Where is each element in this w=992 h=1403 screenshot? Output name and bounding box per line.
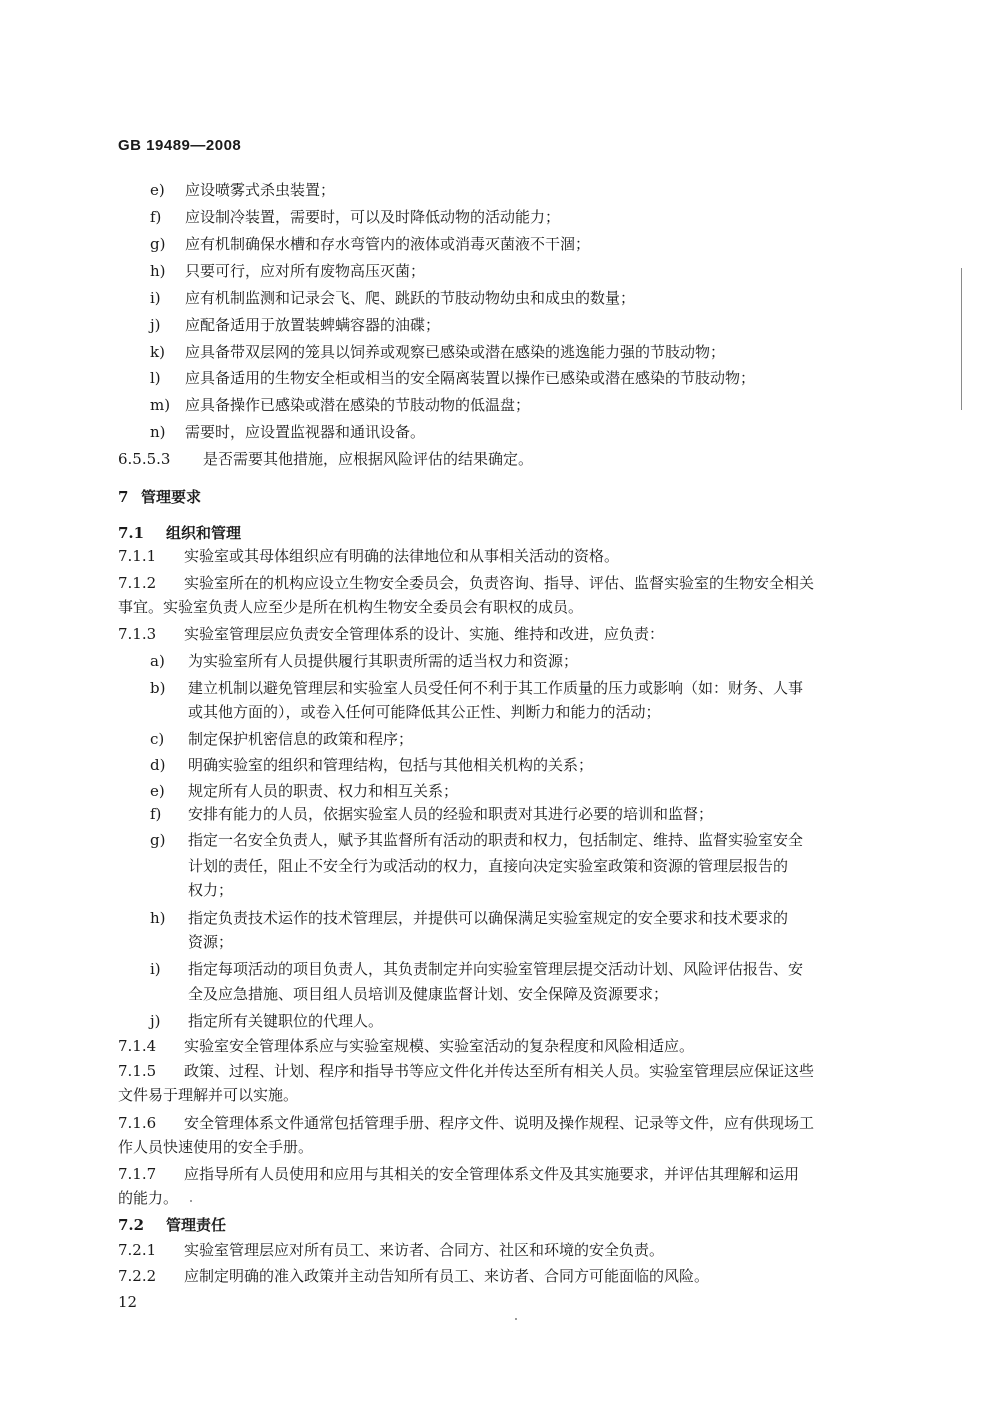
page-number: 12 xyxy=(118,1293,138,1311)
clause-text: 实验室安全管理体系应与实验室规模、实验室活动的复杂程度和风险相适应。 xyxy=(184,1037,695,1055)
scan-speck xyxy=(515,1318,517,1320)
list-item-text: 指定所有关键职位的代理人。 xyxy=(188,1012,384,1030)
list-item-label: f) xyxy=(150,208,162,226)
clause-text: 实验室所在的机构应设立生物安全委员会，负责咨询、指导、评估、监督实验室的生物安全相关 xyxy=(184,574,815,592)
list-item-text: 应有机制监测和记录会飞、爬、跳跃的节肢动物幼虫和成虫的数量； xyxy=(185,289,636,307)
list-item-text: 建立机制以避免管理层和实验室人员受任何不利于其工作质量的压力或影响（如：财务、人事 xyxy=(188,679,804,697)
list-item-label: h) xyxy=(150,909,166,927)
clause-number: 7.1.1 xyxy=(118,547,157,565)
list-item-label: h) xyxy=(150,262,166,280)
list-item-label: f) xyxy=(150,805,162,823)
chapter-title: 管理要求 xyxy=(141,488,202,506)
list-item-text: 或其他方面的），或卷入任何可能降低其公正性、判断力和能力的活动； xyxy=(188,703,661,721)
list-item-label: j) xyxy=(150,1012,161,1030)
list-item-text: 资源； xyxy=(188,933,234,951)
clause-text: 文件易于理解并可以实施。 xyxy=(118,1086,299,1104)
list-item-text: 应有机制确保水槽和存水弯管内的液体或消毒灭菌液不干涸； xyxy=(185,235,591,253)
clause-text: 应制定明确的准入政策并主动告知所有员工、来访者、合同方可能面临的风险。 xyxy=(184,1267,710,1285)
standard-number-header: GB 19489—2008 xyxy=(118,137,242,154)
clause-number: 7.2.1 xyxy=(118,1241,157,1259)
clause-number: 6.5.5.3 xyxy=(118,450,171,468)
list-item-text: 指定每项活动的项目负责人，其负责制定并向实验室管理层提交活动计划、风险评估报告、安 xyxy=(188,960,804,978)
list-item-label: j) xyxy=(150,316,161,334)
clause-text: 作人员快速使用的安全手册。 xyxy=(118,1138,314,1156)
clause-number: 7.1.2 xyxy=(118,574,157,592)
list-item-label: g) xyxy=(150,831,166,849)
clause-number: 7.1.4 xyxy=(118,1037,157,1055)
chapter-number: 7 xyxy=(118,488,129,506)
clause-text: 实验室管理层应对所有员工、来访者、合同方、社区和环境的安全负责。 xyxy=(184,1241,665,1259)
section-number: 7.1 xyxy=(118,524,145,542)
list-item-text: 权力； xyxy=(188,881,234,899)
scan-speck xyxy=(190,1200,192,1202)
list-item-text: 明确实验室的组织和管理结构，包括与其他相关机构的关系； xyxy=(188,756,594,774)
list-item-text: 规定所有人员的职责、权力和相互关系； xyxy=(188,782,459,800)
clause-text: 实验室管理层应负责安全管理体系的设计、实施、维持和改进，应负责： xyxy=(184,625,665,643)
clause-number: 7.2.2 xyxy=(118,1267,157,1285)
clause-text: 应指导所有人员使用和应用与其相关的安全管理体系文件及其实施要求，并评估其理解和运用 xyxy=(184,1165,800,1183)
list-item-text: 只要可行，应对所有废物高压灭菌； xyxy=(185,262,426,280)
list-item-label: l) xyxy=(150,369,161,387)
list-item-text: 应配备适用于放置装蜱螨容器的油碟； xyxy=(185,316,441,334)
list-item-label: i) xyxy=(150,289,161,307)
list-item-label: m) xyxy=(150,396,171,414)
list-item-label: e) xyxy=(150,181,165,199)
list-item-text: 为实验室所有人员提供履行其职责所需的适当权力和资源； xyxy=(188,652,579,670)
list-item-text: 指定负责技术运作的技术管理层，并提供可以确保满足实验室规定的安全要求和技术要求的 xyxy=(188,909,789,927)
section-title: 管理责任 xyxy=(166,1216,227,1234)
clause-number: 7.1.3 xyxy=(118,625,157,643)
list-item-text: 应设制冷装置，需要时，可以及时降低动物的活动能力； xyxy=(185,208,561,226)
clause-text: 事宜。实验室负责人应至少是所在机构生物安全委员会有职权的成员。 xyxy=(118,598,584,616)
list-item-label: d) xyxy=(150,756,166,774)
list-item-label: k) xyxy=(150,343,165,361)
clause-number: 7.1.6 xyxy=(118,1114,157,1132)
clause-text: 是否需要其他措施，应根据风险评估的结果确定。 xyxy=(203,450,534,468)
list-item-text: 需要时，应设置监视器和通讯设备。 xyxy=(185,423,426,441)
list-item-text: 全及应急措施、项目组人员培训及健康监督计划、安全保障及资源要求； xyxy=(188,985,669,1003)
section-title: 组织和管理 xyxy=(166,524,242,542)
list-item-text: 应具备适用的生物安全柜或相当的安全隔离装置以操作已感染或潜在感染的节肢动物； xyxy=(185,369,756,387)
list-item-label: e) xyxy=(150,782,165,800)
list-item-text: 指定一名安全负责人，赋予其监督所有活动的职责和权力，包括制定、维持、监督实验室安全 xyxy=(188,831,804,849)
clause-number: 7.1.7 xyxy=(118,1165,157,1183)
clause-number: 7.1.5 xyxy=(118,1062,157,1080)
list-item-text: 应具备操作已感染或潜在感染的节肢动物的低温盘； xyxy=(185,396,531,414)
list-item-text: 应设喷雾式杀虫装置； xyxy=(185,181,336,199)
list-item-label: n) xyxy=(150,423,166,441)
list-item-label: a) xyxy=(150,652,165,670)
scan-edge-mark xyxy=(961,268,962,410)
list-item-text: 计划的责任，阻止不安全行为或活动的权力，直接向决定实验室政策和资源的管理层报告的 xyxy=(188,857,789,875)
clause-text: 政策、过程、计划、程序和指导书等应文件化并传达至所有相关人员。实验室管理层应保证这些 xyxy=(184,1062,815,1080)
list-item-label: i) xyxy=(150,960,161,978)
list-item-label: b) xyxy=(150,679,166,697)
clause-text: 安全管理体系文件通常包括管理手册、程序文件、说明及操作规程、记录等文件，应有供现场工 xyxy=(184,1114,815,1132)
list-item-text: 安排有能力的人员，依据实验室人员的经验和职责对其进行必要的培训和监督； xyxy=(188,805,714,823)
list-item-label: g) xyxy=(150,235,166,253)
clause-text: 的能力。 xyxy=(118,1189,179,1207)
clause-text: 实验室或其母体组织应有明确的法律地位和从事相关活动的资格。 xyxy=(184,547,620,565)
list-item-label: c) xyxy=(150,730,165,748)
section-number: 7.2 xyxy=(118,1216,145,1234)
list-item-text: 应具备带双层网的笼具以饲养或观察已感染或潜在感染的逃逸能力强的节肢动物； xyxy=(185,343,726,361)
list-item-text: 制定保护机密信息的政策和程序； xyxy=(188,730,414,748)
